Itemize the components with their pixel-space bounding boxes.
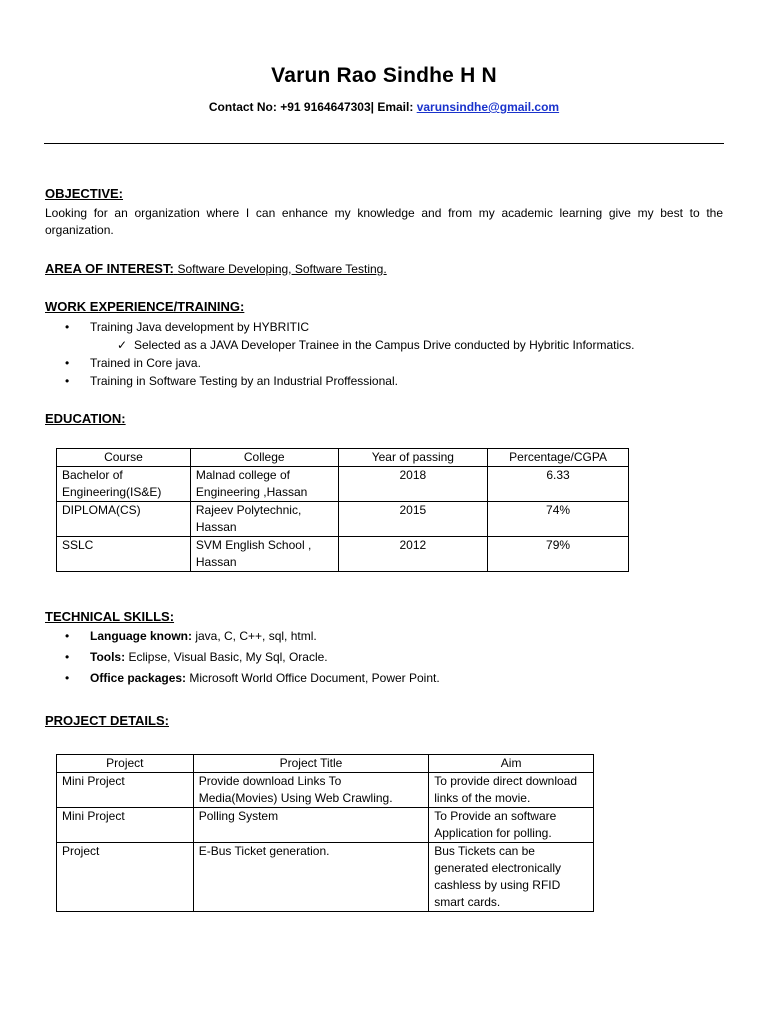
table-cell: 2015: [338, 502, 488, 537]
objective-heading: OBJECTIVE:: [45, 186, 124, 201]
table-row: [57, 773, 594, 808]
skill-label: Office packages:: [90, 671, 187, 685]
list-item: [45, 668, 440, 689]
table-cell: 79%: [488, 537, 629, 572]
bullet-icon: •: [65, 671, 70, 685]
column-header: Year of passing: [338, 449, 488, 467]
skill-value: java, C, C++, sql, html.: [192, 629, 317, 643]
table-row: [57, 467, 629, 502]
table-row: [57, 537, 629, 572]
bullet-icon: •: [65, 650, 70, 664]
table-header-row: [57, 755, 594, 773]
column-header: Project Title: [193, 755, 429, 773]
table-header-row: [57, 449, 629, 467]
column-header: Percentage/CGPA: [488, 449, 629, 467]
list-item: [45, 336, 634, 354]
list-item-text: Training in Software Testing by an Industrial Proffessional.: [90, 374, 398, 388]
table-row: [57, 843, 594, 912]
table-cell: To Provide an software Application for polling.: [429, 808, 594, 843]
checkmark-icon: ✓: [117, 338, 128, 352]
technical-skills-heading: TECHNICAL SKILLS:: [45, 609, 175, 624]
area-of-interest-heading: [45, 261, 387, 276]
table-cell: Polling System: [193, 808, 429, 843]
skill-label: Tools:: [90, 650, 126, 664]
list-item: [45, 647, 440, 668]
column-header: Project: [57, 755, 194, 773]
work-experience-list: [45, 318, 634, 390]
skill-value: Microsoft World Office Document, Power Point.: [186, 671, 440, 685]
contact-line: [0, 100, 768, 114]
contact-number: Contact No: +91 9164647303| Email:: [208, 100, 417, 114]
area-of-interest-text: Software Developing, Software Testing.: [177, 262, 387, 276]
table-cell: 74%: [488, 502, 629, 537]
table-row: [57, 808, 594, 843]
bullet-icon: •: [65, 320, 70, 334]
objective-text: Looking for an organization where I can enhance my knowledge and from my academic learning give my best to the organization.: [45, 206, 723, 237]
bullet-icon: •: [65, 374, 70, 388]
table-cell: E-Bus Ticket generation.: [193, 843, 429, 912]
column-header: Course: [57, 449, 191, 467]
list-item-text: Trained in Core java.: [90, 356, 201, 370]
table-cell: SVM English School , Hassan: [190, 537, 338, 572]
table-cell: 2012: [338, 537, 488, 572]
column-header: Aim: [429, 755, 594, 773]
table-cell: Malnad college of Engineering ,Hassan: [190, 467, 338, 502]
list-item: [45, 372, 634, 390]
skill-value: Eclipse, Visual Basic, My Sql, Oracle.: [125, 650, 328, 664]
table-row: [57, 502, 629, 537]
email-link[interactable]: varunsindhe@gmail.com: [416, 100, 560, 114]
list-item: [45, 626, 440, 647]
header-divider: [44, 143, 724, 144]
table-cell: Project: [57, 843, 194, 912]
table-cell: Rajeev Polytechnic, Hassan: [190, 502, 338, 537]
table-cell: DIPLOMA(CS): [57, 502, 191, 537]
list-item-text: Training Java development by HYBRITIC: [90, 320, 309, 334]
projects-table: [56, 754, 594, 912]
technical-skills-list: [45, 626, 440, 689]
table-cell: SSLC: [57, 537, 191, 572]
bullet-icon: •: [65, 629, 70, 643]
table-cell: Provide download Links To Media(Movies) Using Web Crawling.: [193, 773, 429, 808]
education-heading: EDUCATION:: [45, 411, 126, 426]
column-header: College: [190, 449, 338, 467]
table-cell: To provide direct download links of the movie.: [429, 773, 594, 808]
candidate-name: Varun Rao Sindhe H N: [271, 64, 497, 87]
work-experience-heading: WORK EXPERIENCE/TRAINING:: [45, 299, 245, 314]
area-of-interest-label: AREA OF INTEREST:: [45, 261, 174, 276]
project-details-heading: PROJECT DETAILS:: [45, 713, 169, 728]
table-cell: Bus Tickets can be generated electronically cashless by using RFID smart cards.: [429, 843, 594, 912]
table-cell: Bachelor of Engineering(IS&E): [57, 467, 191, 502]
list-item-text: Selected as a JAVA Developer Trainee in the Campus Drive conducted by Hybritic Informatics.: [134, 338, 635, 352]
education-table: [56, 448, 629, 572]
table-cell: Mini Project: [57, 773, 194, 808]
table-cell: 6.33: [488, 467, 629, 502]
skill-label: Language known:: [90, 629, 192, 643]
list-item: [45, 354, 634, 372]
list-item: [45, 318, 634, 336]
bullet-icon: •: [65, 356, 70, 370]
table-cell: Mini Project: [57, 808, 194, 843]
table-cell: 2018: [338, 467, 488, 502]
